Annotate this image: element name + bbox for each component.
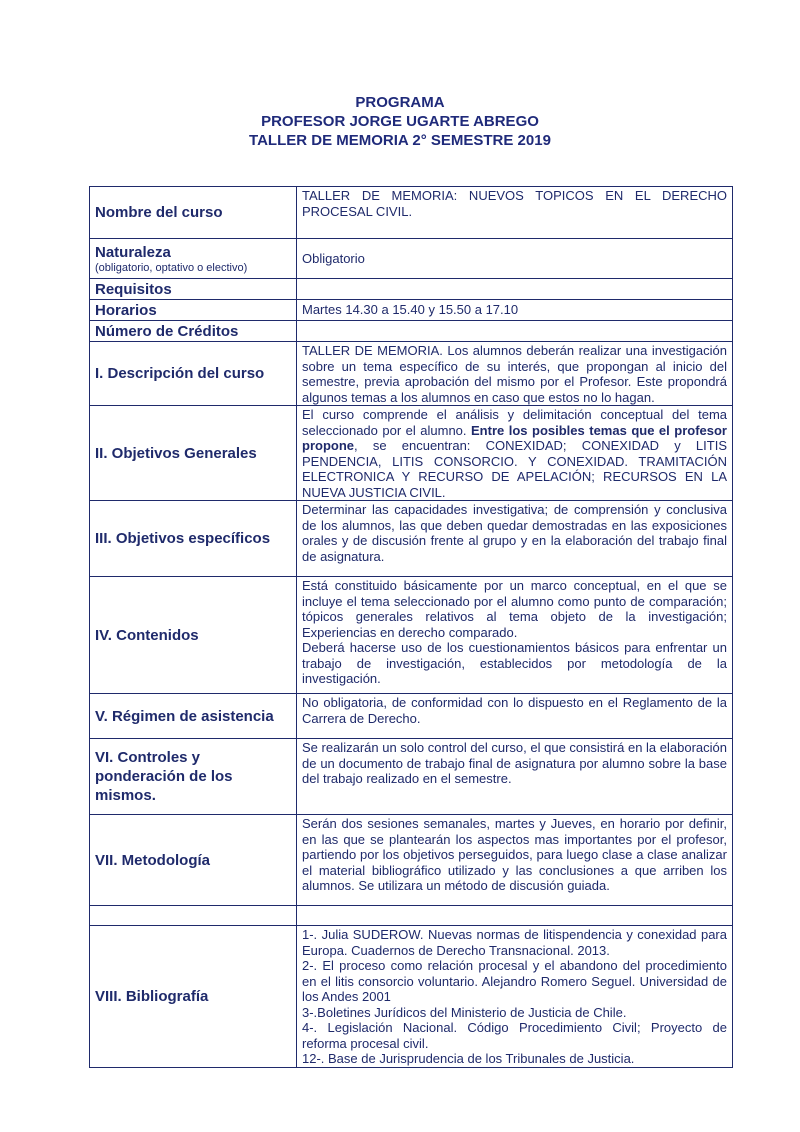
value-generales-rest: , se encuentran: CONEXIDAD; CONEXIDAD y LITIS PENDENCIA, LITIS CONSORCIO. Y CONEXIDAD. TRAMITACIÓN ELECTRONICA Y RECURSO DE APELACIÓN; RECURSOS EN LA NUEVA JUSTICIA CIVIL. <box>302 438 727 500</box>
bibliography-item: 12-. Base de Jurisprudencia de los Tribunales de Justicia. <box>302 1051 635 1066</box>
row-creditos <box>90 321 733 342</box>
value-generales-bold: Entre los posibles temas que el profesor propone <box>302 422 727 453</box>
row-contenidos <box>90 577 733 694</box>
label-requisitos: Requisitos <box>90 279 297 300</box>
row-spacer <box>90 906 733 926</box>
empty-cell <box>90 906 297 926</box>
label-metodologia: VII. Metodología <box>90 815 297 906</box>
program-table <box>89 186 733 1068</box>
bibliography-item: 3-.Boletines Jurídicos del Ministerio de Justicia de Chile. <box>302 1004 627 1020</box>
value-creditos <box>297 321 733 342</box>
value-nombre: TALLER DE MEMORIA: NUEVOS TOPICOS EN EL DERECHO PROCESAL CIVIL. <box>297 187 733 239</box>
value-contenidos <box>297 577 733 694</box>
value-generales-intro: El curso comprende el análisis y delimitación conceptual del tema seleccionado por el alumno. <box>302 407 727 438</box>
value-generales <box>297 406 733 501</box>
header-professor: PROFESOR JORGE UGARTE ABREGO <box>261 113 539 130</box>
label-nombre: Nombre del curso <box>90 187 297 239</box>
bibliography-item: 1-. Julia SUDEROW. Nuevas normas de litispendencia y conexidad para Europa. Cuadernos de Derecho Transnacional. 2013. <box>302 927 727 958</box>
row-descripcion <box>90 342 733 406</box>
row-asistencia <box>90 694 733 739</box>
label-bibliografia: VIII. Bibliografía <box>90 926 297 1068</box>
value-descripcion: TALLER DE MEMORIA. Los alumnos deberán realizar una investigación sobre un tema específico de su interés, que propongan al inicio del semestre, previa aprobación del mismo por el Profesor. Este propondrá algunos temas a los alumnos en caso que estos no lo hagan. <box>297 342 733 406</box>
empty-cell <box>297 906 733 926</box>
label-naturaleza <box>90 239 297 279</box>
row-naturaleza <box>90 239 733 279</box>
label-descripcion: I. Descripción del curso <box>90 342 297 406</box>
row-generales <box>90 406 733 501</box>
header-course-term: TALLER DE MEMORIA 2° SEMESTRE 2019 <box>249 132 551 149</box>
row-controles <box>90 739 733 815</box>
value-contenidos-p1: Está constituido básicamente por un marco conceptual, en el que se incluye el tema seleccionado por el alumno como punto de comparación; tópicos generales relativos al tema objeto de la investigación; Experiencias en derecho comparado. <box>302 578 727 640</box>
value-bibliografia <box>297 926 733 1068</box>
row-requisitos <box>90 279 733 300</box>
row-metodologia <box>90 815 733 906</box>
value-horarios: Martes 14.30 a 15.40 y 15.50 a 17.10 <box>297 300 733 321</box>
label-controles: VI. Controles y ponderación de los mismos. <box>90 739 297 815</box>
label-horarios: Horarios <box>90 300 297 321</box>
label-naturaleza-title: Naturaleza <box>95 244 171 261</box>
value-especificos: Determinar las capacidades investigativa; de comprensión y conclusiva de los alumnos, las que deben quedar demostradas en las exposiciones orales y de discusión frente al grupo y en la elaboración del trabajo final de asignatura. <box>297 501 733 577</box>
value-asistencia: No obligatoria, de conformidad con lo dispuesto en el Reglamento de la Carrera de Derecho. <box>297 694 733 739</box>
header-title: PROGRAMA <box>355 94 445 111</box>
label-asistencia: V. Régimen de asistencia <box>90 694 297 739</box>
value-requisitos <box>297 279 733 300</box>
row-bibliografia <box>90 926 733 1068</box>
value-metodologia: Serán dos sesiones semanales, martes y Jueves, en horario por definir, en las que se plantearán los aspectos mas importantes por el profesor, partiendo por los objetivos perseguidos, para luego clase a clase analizar el material bibliográfico utilizado y las conclusiones a que arriben los alumnos. Se utilizara un método de discusión guiada. <box>297 815 733 906</box>
row-nombre <box>90 187 733 239</box>
bibliography-item: 4-. Legislación Nacional. Código Procedimiento Civil; Proyecto de reforma procesal civil. <box>302 1020 727 1051</box>
label-naturaleza-sub: (obligatorio, optativo o electivo) <box>95 262 248 274</box>
value-contenidos-p2: Deberá hacerse uso de los cuestionamientos básicos para enfrentar un trabajo de investigación, establecidos por metodología de la investigación. <box>302 640 727 686</box>
value-naturaleza: Obligatorio <box>297 239 733 279</box>
row-horarios <box>90 300 733 321</box>
value-controles: Se realizarán un solo control del curso, el que consistirá en la elaboración de un documento de trabajo final de asignatura por alumno sobre la base del trabajo realizado en el semestre. <box>297 739 733 815</box>
label-creditos: Número de Créditos <box>90 321 297 342</box>
document-header <box>0 93 800 150</box>
bibliography-item: 2-. El proceso como relación procesal y el abandono del procedimiento en el litis consorcio voluntario. Alejandro Romero Seguel. Universidad de los Andes 2001 <box>302 958 727 1004</box>
label-contenidos: IV. Contenidos <box>90 577 297 694</box>
label-especificos: III. Objetivos específicos <box>90 501 297 577</box>
label-generales: II. Objetivos Generales <box>90 406 297 501</box>
row-especificos <box>90 501 733 577</box>
